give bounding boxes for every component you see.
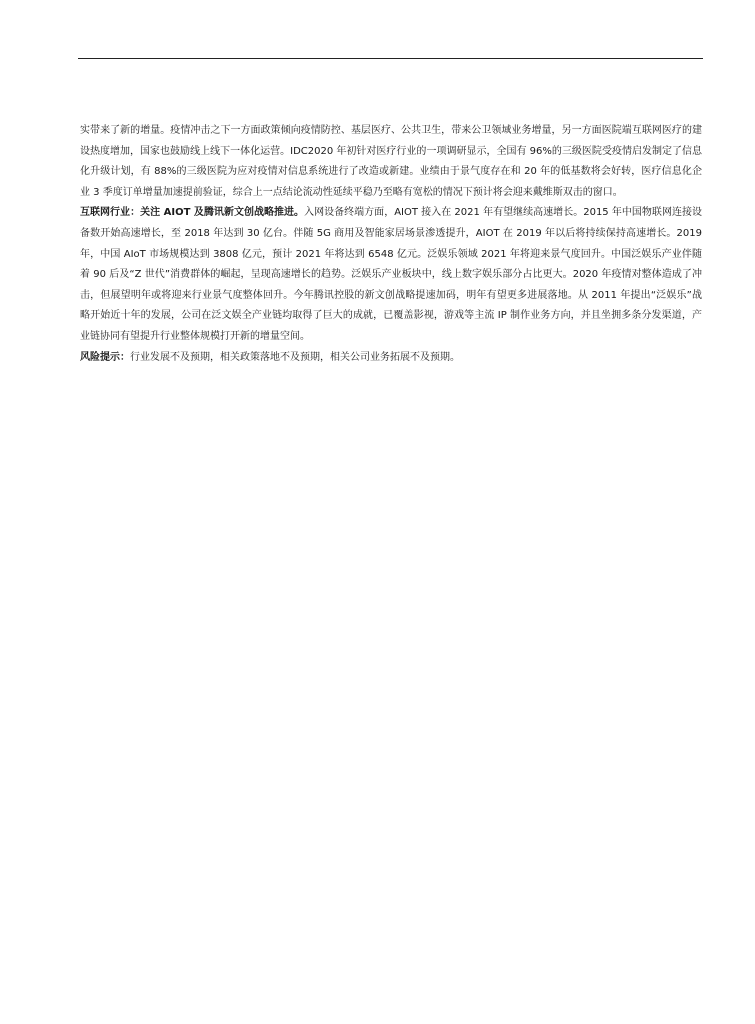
paragraph-risk <box>80 348 702 369</box>
paragraph-internet <box>80 203 702 347</box>
paragraph-text: 行业发展不及预期，相关政策落地不及预期，相关公司业务拓展不及预期。 <box>130 351 460 363</box>
paragraph-medical-it <box>80 121 702 203</box>
paragraph-lead: 互联网行业：关注 AIOT 及腾讯新文创战略推进。 <box>80 207 305 219</box>
header-rule <box>78 58 703 59</box>
document-body <box>80 121 702 368</box>
paragraph-text: 实带来了新的增量。疫情冲击之下一方面政策倾向疫情防控、基层医疗、公共卫生，带来公卫领域业务增量，另一方面医院端互联网医疗的建设热度增加，国家也鼓励线上线下一体化运营。IDC2020 年初针对医疗行业的一项调研显示，全国有 96%的三级医院受疫情启发制定了信息化升级计划，有 88%的三级医院为应对疫情对信息系统进行了改造或新建。业绩由于景气度存在和 20 年的低基数将会好转，医疗信息化企业 3 季度订单增量加速提前验证，综合上一点结论流动性延续平稳乃至略有宽松的情况下预计将会迎来戴维斯双击的窗口。 <box>80 125 702 198</box>
paragraph-text: 入网设备终端方面，AIOT 接入在 2021 年有望继续高速增长。2015 年中国物联网连接设备数开始高速增长，至 2018 年达到 30 亿台。伴随 5G 商用及智能家居场景渗透提升，AIOT 在 2019 年以后将持续保持高速增长。2019 年，中国 AIoT 市场规模达到 3808 亿元，预计 2021 年将达到 6548 亿元。泛娱乐领域 2021 年将迎来景气度回升。中国泛娱乐产业伴随着 90 后及“Z 世代”消费群体的崛起，呈现高速增长的趋势。泛娱乐产业板块中，线上数字娱乐部分占比更大。2020 年疫情对整体造成了冲击，但展望明年或将迎来行业景气度整体回升。今年腾讯控股的新文创战略提速加码，明年有望更多进展落地。从 2011 年提出“泛娱乐”战略开始近十年的发展，公司在泛文娱全产业链均取得了巨大的成就，已覆盖影视，游戏等主流 IP 制作业务方向，并且坐拥多条分发渠道，产业链协同有望提升行业整体规模打开新的增量空间。 <box>80 207 702 342</box>
paragraph-lead: 风险提示： <box>80 351 130 363</box>
